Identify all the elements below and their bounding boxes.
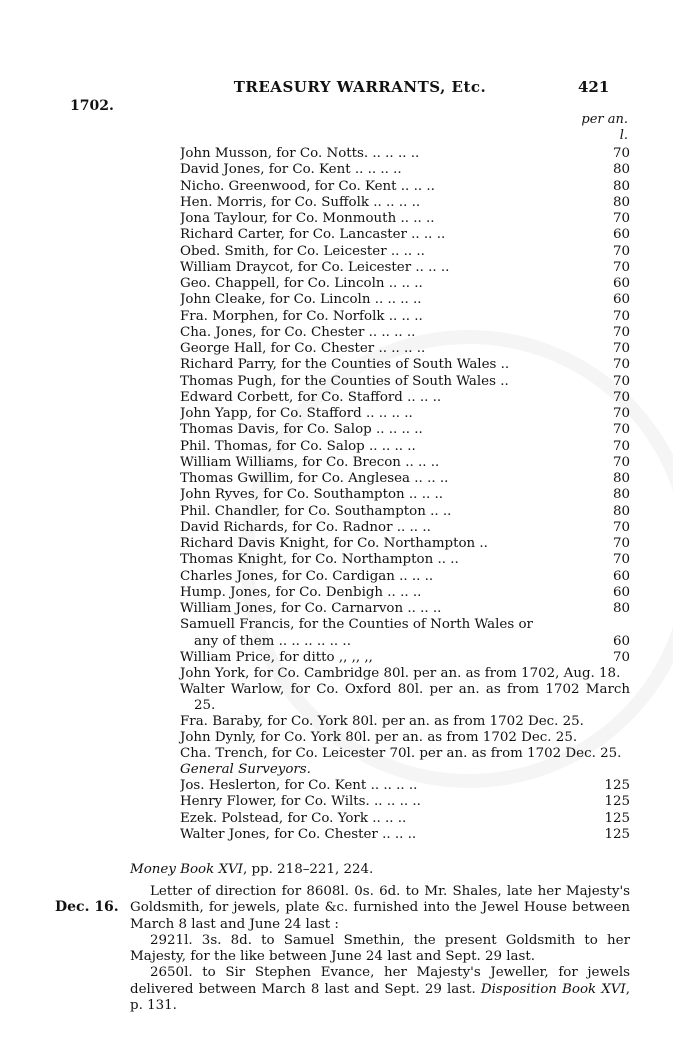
list-item [180, 471, 630, 487]
list-item [180, 455, 630, 471]
entry-amount: 80 [612, 194, 630, 210]
letter-paragraph-2: 2921l. 3s. 8d. to Samuel Smethin, the present Goldsmith to her Majesty, for the like between June 24 last and Sept. 29 last. [130, 932, 630, 965]
entry-name: Richard Davis Knight, for Co. Northampton .. [180, 536, 488, 551]
entry-rows [180, 146, 630, 617]
entry-amount: 70 [612, 373, 630, 389]
entry-name: William Jones, for Co. Carnarvon .. .. .. [180, 601, 442, 616]
list-item [180, 162, 630, 178]
entry-name: Phil. Chandler, for Co. Southampton .. .. [180, 503, 452, 519]
entry-amount: 70 [612, 341, 630, 356]
list-item [180, 390, 630, 406]
entry-name: any of them .. .. .. .. .. .. [194, 633, 351, 649]
entry-name: David Jones, for Co. Kent .. .. .. .. [180, 162, 402, 178]
money-book-reference [130, 862, 373, 877]
list-item [180, 195, 630, 211]
entry-name: William Williams, for Co. Brecon .. .. .. [180, 454, 440, 470]
list-item [180, 227, 630, 243]
entry-amount: 125 [604, 810, 630, 826]
entry-name: Hen. Morris, for Co. Suffolk .. .. .. .. [180, 194, 421, 210]
money-book-title: Money Book XVI [130, 862, 243, 877]
entry-name: John Ryves, for Co. Southampton .. .. .. [180, 487, 443, 503]
entry-name: William Draycot, for Co. Leicester .. .. .. [180, 259, 450, 275]
entry-name: Walter Jones, for Co. Chester .. .. .. [180, 826, 417, 842]
list-item [180, 292, 630, 308]
list-item [180, 374, 630, 390]
entry-amount: 70 [612, 357, 630, 373]
list-item [180, 552, 630, 568]
entry-amount: 80 [612, 162, 630, 178]
paragraph-entries [180, 666, 630, 762]
list-item [180, 585, 630, 601]
list-item [180, 504, 630, 520]
entry-amount: 80 [612, 178, 630, 194]
list-item [180, 325, 630, 341]
list-item [180, 520, 630, 536]
entry-name: Geo. Chappell, for Co. Lincoln .. .. .. [180, 276, 423, 291]
list-item [180, 406, 630, 422]
list-item [180, 422, 630, 438]
entry-amount: 70 [612, 552, 630, 568]
list-item [180, 601, 630, 617]
entry-amount: 60 [612, 584, 630, 600]
list-item [180, 439, 630, 455]
entry-amount: 70 [612, 519, 630, 535]
entry-name: Fra. Morphen, for Co. Norfolk .. .. .. [180, 308, 423, 324]
year-marginal: 1702. [70, 98, 114, 114]
entry-name: David Richards, for Co. Radnor .. .. .. [180, 519, 431, 535]
list-item [180, 244, 630, 260]
entry-name: Thomas Pugh, for the Counties of South Wales .. [180, 373, 509, 389]
entry-amount: 60 [612, 292, 630, 308]
entry-name: Edward Corbett, for Co. Stafford .. .. .. [180, 389, 442, 405]
entry-name: Thomas Knight, for Co. Northampton .. .. [180, 552, 459, 568]
list-item [180, 634, 630, 650]
list-item [180, 536, 630, 552]
entry-amount: 70 [612, 308, 630, 324]
entry-name: George Hall, for Co. Chester .. .. .. .. [180, 341, 426, 356]
entry-name: Obed. Smith, for Co. Leicester .. .. .. [180, 243, 425, 259]
entry-amount: 70 [612, 146, 630, 161]
entry-name: Cha. Jones, for Co. Chester .. .. .. .. [180, 324, 416, 340]
entry-amount: 125 [604, 826, 630, 842]
list-item [180, 179, 630, 195]
list-item [180, 811, 630, 827]
entry-name: Richard Carter, for Co. Lancaster .. .. .. [180, 227, 446, 243]
date-marginal: Dec. 16. [55, 899, 119, 915]
entry-amount: 80 [612, 471, 630, 486]
list-item [180, 827, 630, 843]
letter-paragraph-3 [130, 965, 630, 1014]
entry-amount: 70 [612, 649, 630, 665]
entry-name: Jos. Heslerton, for Co. Kent .. .. .. .. [180, 778, 418, 793]
receiver-list [180, 146, 630, 843]
running-title: TREASURY WARRANTS, Etc. [233, 78, 487, 96]
entry-amount: 70 [612, 211, 630, 226]
entry-amount: 70 [612, 454, 630, 470]
entry-amount: 70 [612, 243, 630, 259]
entry-amount: 70 [612, 324, 630, 340]
entry-amount: 60 [612, 633, 630, 649]
letter-p3-text: 2650l. to Sir Stephen Evance, her Majesty's Jeweller, for jewels delivered between March 8 last and Sept. 29 last. [130, 965, 630, 997]
entry-amount: 60 [612, 568, 630, 584]
entry-name: John Yapp, for Co. Stafford .. .. .. .. [180, 406, 413, 421]
entry-amount: 70 [612, 422, 630, 438]
entry-amount: 70 [612, 259, 630, 275]
page-number: 421 [578, 78, 610, 96]
paragraph-entry: Cha. Trench, for Co. Leicester 70l. per an. as from 1702 Dec. 25. [180, 746, 622, 761]
list-item [180, 650, 630, 666]
list-item [180, 260, 630, 276]
list-item [180, 309, 630, 325]
entry-amount: 60 [612, 276, 630, 291]
entry-name: Thomas Gwillim, for Co. Anglesea .. .. .. [180, 471, 449, 486]
letter-of-direction [130, 884, 630, 1014]
entry-amount: 80 [612, 487, 630, 503]
paragraph-entry: John Dynly, for Co. York 80l. per an. as from 1702 Dec. 25. [180, 730, 578, 745]
list-item [180, 211, 630, 227]
entry-amount: 70 [612, 536, 630, 551]
entry-name: Samuell Francis, for the Counties of North Wales or [180, 617, 533, 633]
entry-name: John Musson, for Co. Notts. .. .. .. .. [180, 146, 420, 161]
entry-amount: 60 [612, 227, 630, 243]
list-item [180, 357, 630, 373]
entry-name: Henry Flower, for Co. Wilts. .. .. .. .. [180, 794, 421, 810]
list-item [180, 569, 630, 585]
paragraph-entry: John York, for Co. Cambridge 80l. per an. as from 1702, Aug. 18. [180, 666, 621, 681]
list-item [180, 794, 630, 810]
entry-amount: 70 [612, 406, 630, 421]
disposition-book-page: , p. 131. [130, 981, 630, 1014]
per-annum-heading: per an. [581, 112, 628, 127]
money-book-pages: , pp. 218–221, 224. [242, 862, 374, 877]
list-item [180, 617, 630, 633]
entry-name: Nicho. Greenwood, for Co. Kent .. .. .. [180, 178, 435, 194]
entry-name: Jona Taylour, for Co. Monmouth .. .. .. [180, 211, 435, 226]
entry-name: John Cleake, for Co. Lincoln .. .. .. .. [180, 292, 422, 308]
entry-amount: 80 [612, 503, 630, 519]
entry-amount: 80 [612, 601, 630, 616]
paragraph-entry: Walter Warlow, for Co. Oxford 80l. per an. as from 1702 March 25. [180, 682, 630, 713]
entry-name: Ezek. Polstead, for Co. York .. .. .. [180, 810, 407, 826]
entry-name: Charles Jones, for Co. Cardigan .. .. .. [180, 568, 434, 584]
entry-amount: 70 [612, 389, 630, 405]
list-item [180, 146, 630, 162]
entry-amount: 125 [604, 778, 630, 793]
letter-paragraph-1: Letter of direction for 8608l. 0s. 6d. to Mr. Shales, late her Majesty's Goldsmith, for jewels, plate &c. furnished into the Jewel House between March 8 last and June 24 last : [130, 884, 630, 932]
paragraph-entry: Fra. Baraby, for Co. York 80l. per an. as from 1702 Dec. 25. [180, 714, 584, 729]
list-item [180, 276, 630, 292]
list-item [180, 487, 630, 503]
entry-amount: 125 [604, 794, 630, 810]
list-item [180, 778, 630, 794]
entry-amount: 70 [612, 438, 630, 454]
entry-name: Hump. Jones, for Co. Denbigh .. .. .. [180, 584, 422, 600]
general-surveyors-heading: General Surveyors. [180, 762, 311, 777]
surveyor-rows [180, 778, 630, 843]
entry-name: Richard Parry, for the Counties of South Wales .. [180, 357, 510, 373]
pounds-heading: l. [619, 128, 628, 143]
entry-name: William Price, for ditto ,, ,, ,, [180, 649, 373, 665]
disposition-book-ref: Disposition Book XVI [480, 981, 626, 997]
entry-name: Phil. Thomas, for Co. Salop .. .. .. .. [180, 438, 416, 454]
entry-name: Thomas Davis, for Co. Salop .. .. .. .. [180, 422, 423, 438]
list-item [180, 341, 630, 357]
